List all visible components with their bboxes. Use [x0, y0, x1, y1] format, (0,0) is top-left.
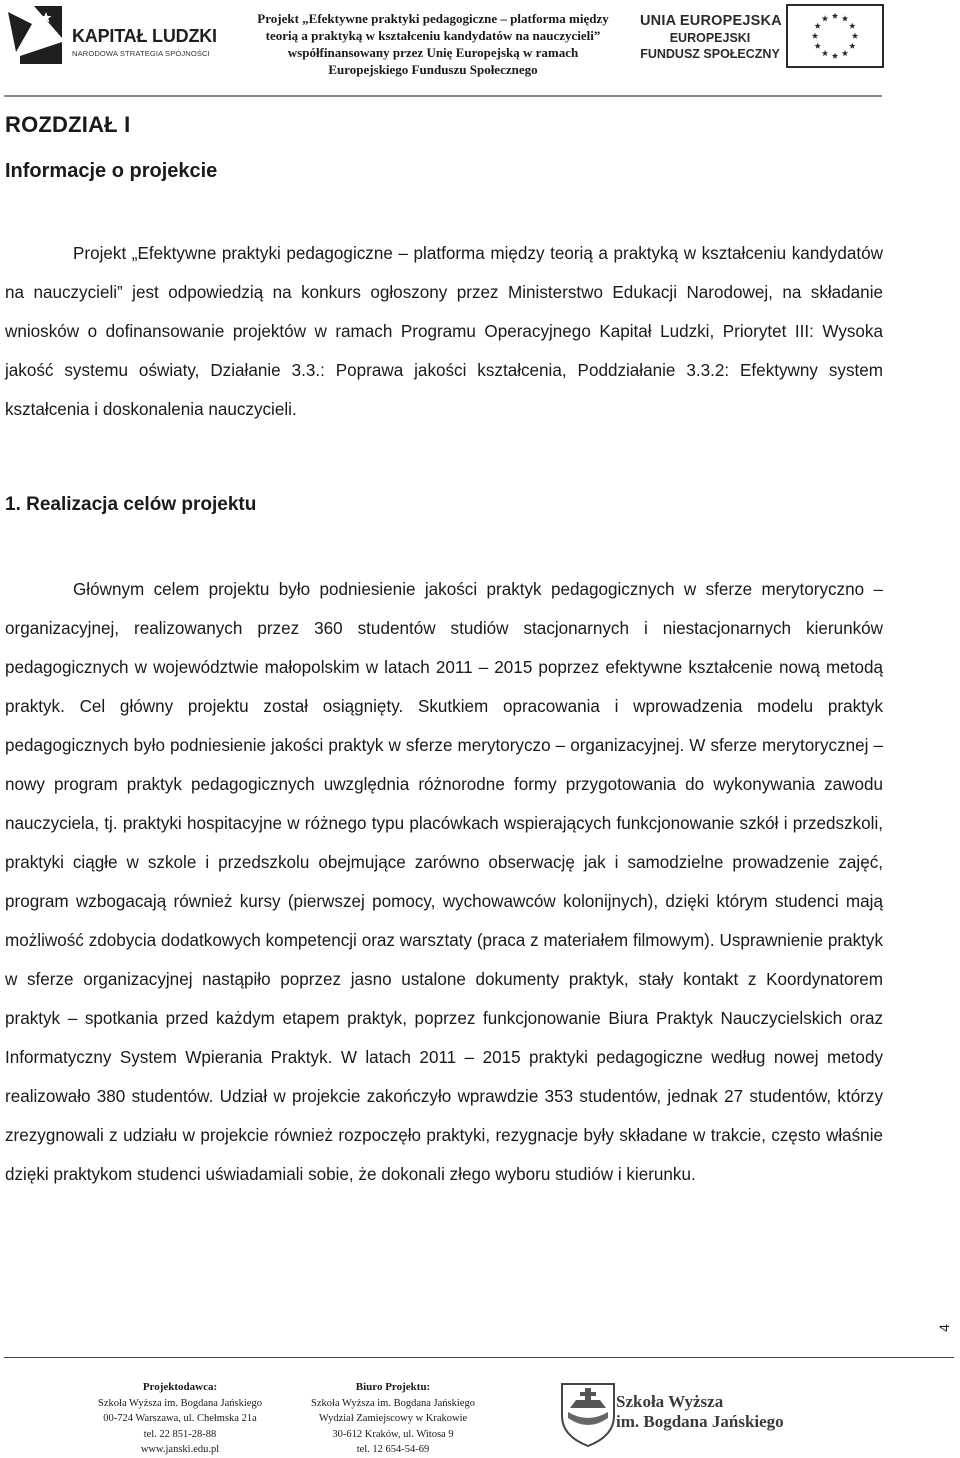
footer-line: Szkoła Wyższa im. Bogdana Jańskiego — [98, 1397, 262, 1409]
project-line: Europejskiego Funduszu Społecznego — [328, 62, 538, 77]
kapital-ludzki-subtitle: NARODOWA STRATEGIA SPÓJNOŚCI — [72, 49, 210, 58]
header-divider — [4, 95, 882, 97]
eu-logo — [640, 4, 956, 68]
footer-project-office — [293, 1380, 493, 1458]
project-line: Projekt „Efektywne praktyki pedagogiczne – platforma między — [257, 11, 609, 26]
chapter-title: ROZDZIAŁ I — [5, 112, 131, 137]
footer-applicant — [80, 1380, 280, 1458]
school-name-logo — [616, 1392, 784, 1432]
footer-line: 30-612 Kraków, ul. Witosa 9 — [332, 1428, 454, 1440]
footer-line: Szkoła Wyższa im. Bogdana Jańskiego — [311, 1397, 475, 1409]
school-crest-icon — [556, 1378, 620, 1448]
footer-office-title: Biuro Projektu: — [355, 1381, 431, 1393]
footer-line: 00-724 Warszawa, ul. Chełmska 21a — [103, 1413, 257, 1424]
footer-line: Wydział Zamiejscowy w Krakowie — [318, 1413, 468, 1424]
footer-line: tel. 12 654-54-69 — [356, 1444, 430, 1455]
footer-website: www.janski.edu.pl — [140, 1444, 220, 1455]
subheading-goals: 1. Realizacja celów projektu — [5, 494, 257, 515]
eu-fund-label-2: FUNDUSZ SPOŁECZNY — [640, 47, 780, 61]
intro-paragraph: Projekt „Efektywne praktyki pedagogiczne – platforma między teorią a praktyką w kształceniu kandydatów na nauczycieli” jest odpowiedzią na konkurs ogłoszony przez Ministerstwo Edukacji Narodowej, na składanie wniosków o dofinansowanie projektów w ramach Programu Operacyjnego Kapitał Ludzki, Priorytet III: Wysoka jakość systemu oświaty, Działanie 3.3.: Poprawa jakości kształcenia, Poddziałanie 3.3.2: Efektywny system kształcenia i doskonalenia nauczycieli. — [5, 244, 883, 419]
project-line: teorią a praktyką w kształceniu kandydatów na nauczycieli” — [265, 28, 601, 43]
project-header-text — [240, 10, 626, 78]
goal-paragraph: Głównym celem projektu było podniesienie jakości praktyk pedagogicznych w sferze merytoryczno – organizacyjnej, realizowanych przez 360 studentów studiów stacjonarnych i niestacjonarnych kierunków pedagogicznych w województwie małopolskim w latach 2011 – 2015 poprzez efektywne kształcenie nową metodą praktyk. Cel główny projektu został osiągnięty. Skutkiem opracowania i wprowadzenia modelu praktyk pedagogicznych było podniesienie jakości praktyk w sferze merytoryczo – organizacyjnej. W sferze merytorycznej – nowy program praktyk pedagogicznych uwzględnia różnorodne formy przygotowania do wykonywania zawodu nauczyciela, tj. praktyki hospitacyjne w różnego typu placówkach wspierających funkcjonowanie szkół i przedszkoli, praktyki ciągłe w szkole i przedszkolu obejmujące zarówno obserwację jak i samodzielne prowadzenie zajęć, program wzbogacają również kursy (pierwszej pomocy, wychowawców kolonijnych), dzięki którym studenci mają możliwość zdobycia dodatkowych kompetencji oraz warsztaty (praca z materiałem filmowym). Usprawnienie praktyk w sferze organizacyjnej nastąpiło poprzez jasno ustalone dokumenty praktyk, stały kontakt z Koordynatorem praktyk – spotkania przed każdym etapem praktyk, poprzez funkcjonowanie Biura Praktyk Nauczycielskich oraz Informatyczny System Wpierania Praktyk. W latach 2011 – 2015 praktyki pedagogiczne według nowej metody realizowało 380 studentów. Udział w projekcie zakończyło wprawdzie 353 studentów, jednak 27 studentów, którzy zrezygnowali z udziału w projekcie również rozpoczęło praktyki, rezygnacje były składane w trakcie, często właśnie dzięki praktykom studenci uświadamiali sobie, że dokonali złego wyboru studiów i kierunku. — [5, 580, 883, 1184]
kapital-ludzki-title: KAPITAŁ LUDZKI — [72, 26, 217, 46]
eu-fund-label-1: EUROPEJSKI — [669, 31, 751, 45]
eu-flag-icon — [786, 4, 896, 68]
footer-applicant-title: Projektodawca: — [142, 1381, 218, 1393]
kapital-ludzki-emblem-icon — [6, 4, 64, 66]
kapital-ludzki-logo — [6, 4, 228, 68]
page-number: 4 — [936, 1324, 952, 1332]
footer-divider — [4, 1357, 954, 1358]
project-line: współfinansowany przez Unię Europejską w ramach — [287, 45, 579, 60]
eu-union-label: UNIA EUROPEJSKA — [640, 13, 782, 29]
school-name-line-2: im. Bogdana Jańskiego — [616, 1412, 784, 1431]
footer-line: tel. 22 851-28-88 — [143, 1428, 217, 1440]
school-name-line-1: Szkoła Wyższa — [616, 1392, 724, 1411]
section-title: Informacje o projekcie — [5, 160, 218, 182]
